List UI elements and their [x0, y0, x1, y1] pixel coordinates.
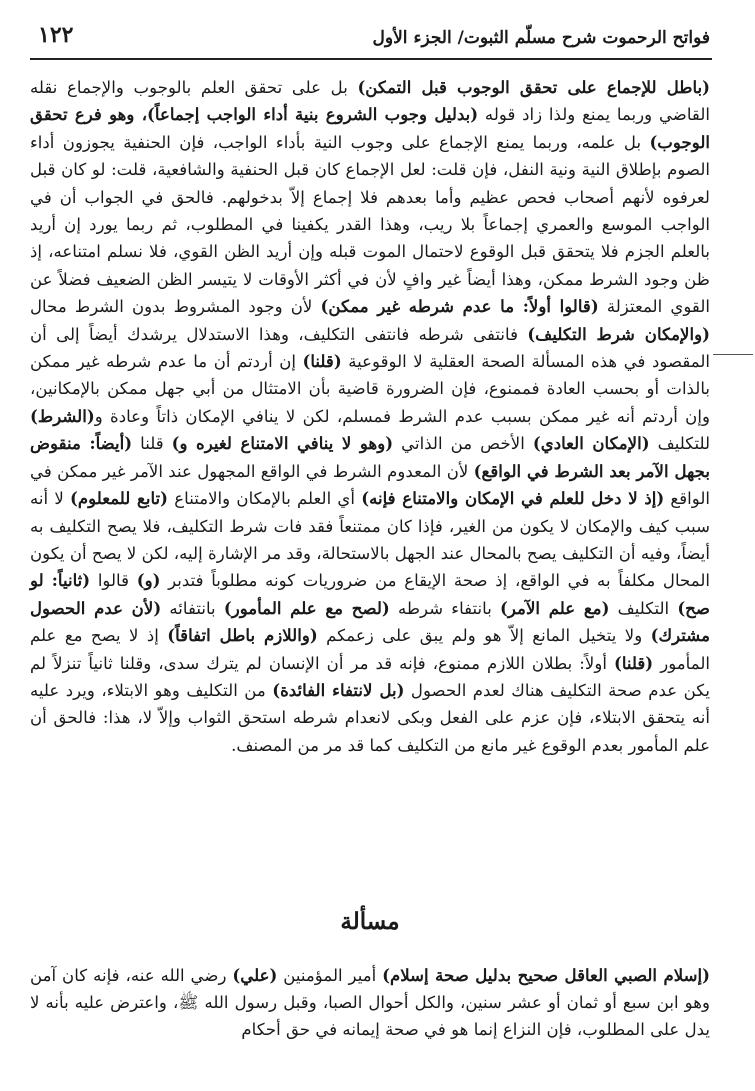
text-segment: (إذ لا دخل للعلم في الإمكان والامتناع فإنه): [361, 488, 665, 509]
main-text: [30, 74, 710, 759]
text-segment: لأن المعدوم الشرط في الواقع المجهول عند الآمر غير ممكن في الواقع: [30, 461, 711, 509]
text-segment: أي العلم بالإمكان والامتناع: [168, 489, 362, 509]
text-segment: ولا يتخيل المانع إلاّ هو ولم يبق على زعمكم: [317, 626, 651, 646]
text-segment: (بل لانتفاء الفائدة): [272, 679, 405, 700]
text-segment: (و): [136, 570, 161, 591]
text-segment: (أيضاً: منقوض بجهل الآمر بعد الشرط في الواقع): [30, 433, 710, 481]
text-segment: إن أردتم أن ما عدم شرطه غير ممكن بالذات أو بحسب العادة فممنوع، فإن الضرورة قاضية بأن الامتثال من أبي جهل ممكن بالإمكانين، وإن أردتم أنه غير ممكن بسبب عدم الشرط فمسلم، لكن لا ينافي الإمكان ذاتاً وعادة و: [30, 352, 710, 426]
text-segment: بانتفاء شرطه: [389, 598, 501, 618]
text-segment: (مع علم الآمر): [500, 597, 610, 618]
text-segment: (لأن عدم الحصول مشترك): [30, 597, 710, 646]
text-segment: فانتفى شرطه فانتفى التكليف، وهذا الاستدلال يرشدك أيضاً إلى أن المقصود في هذه المسألة الصحة العقلية لا الوقوعية: [30, 324, 710, 372]
section-text: [30, 962, 710, 1043]
text-segment: قلنا: [132, 434, 172, 454]
text-segment: أولاً: بطلان اللازم ممنوع، فإنه قد مر أن الإنسان لم يترك سدى، وقلنا ثانياً تنزلاً لم يكن عدم صحة التكليف هناك لعدم الحصول: [30, 653, 710, 700]
text-segment: (علي): [232, 965, 278, 985]
text-segment: (الشرط): [30, 405, 95, 426]
margin-mark: [713, 354, 753, 355]
text-segment: (باطل للإجماع على تحقق الوجوب قبل التمكن): [357, 77, 711, 97]
text-segment: (قلنا): [302, 351, 342, 372]
section-paragraph: [30, 962, 710, 1043]
text-segment: رضي الله عنه، فإنه كان آمن وهو ابن سبع أو ثمان أو عشر سنين، والكل أحوال الصبا، وقبل رسول الله ﷺ، واعترض عليه بأنه لا يدل على المطلوب، فإن النزاع إنما هو في صحة إيمانه في حق أحكام: [30, 966, 710, 1039]
text-segment: لا أنه سبب كيف والإمكان لا يكون من الغير، فإذا كان ممتنعاً فقد فات شرط التكليف، فلا يصح التكليف به أيضاً، وفيه أن التكليف يصح بالمحال عند الجهل بالاستحالة، وقد مر الإشارة إليه، لكن لا يصح أن يكون المحال مكلفاً به في الواقع، إذ صحة الإيقاع من ضروريات كونه مطلوباً فتدبر: [30, 489, 710, 591]
text-segment: إذ لا يصح مع علم المأمور: [30, 626, 710, 673]
text-segment: قالوا: [90, 571, 137, 591]
text-segment: (تابع للمعلوم): [70, 488, 169, 509]
text-segment: للتكليف: [649, 434, 711, 454]
text-segment: التكليف: [609, 598, 678, 618]
text-segment: (وهو لا ينافي الامتناع لغيره و): [171, 433, 394, 454]
text-segment: لأن وجود المشروط بدون الشرط محال: [30, 297, 321, 317]
page-number: ١٢٢: [38, 22, 74, 48]
running-header: [30, 22, 710, 56]
section-heading: مسألة: [340, 908, 400, 935]
text-segment: (الإمكان العادي): [532, 433, 650, 454]
text-segment: (لصح مع علم المأمور): [223, 597, 390, 618]
text-segment: (واللازم باطل اتفاقاً): [167, 625, 318, 646]
text-segment: (والإمكان شرط التكليف): [527, 323, 710, 344]
text-segment: (إسلام الصبي العاقل صحيح بدليل صحة إسلام): [382, 965, 710, 985]
text-segment: الأخص من الذاتي: [393, 434, 533, 454]
text-segment: بل علمه، وربما يمنع الإجماع على وجوب النية بأداء الواجب، فإن الحنفية يجوزون أداء الصوم بإطلاق النية ونية النفل، فإن قلت: لعل الإجماع كان قبل الحنفية والشافعية، قلت: لو كان قبل لعرفوه لأنهم أصحاب فحص عظيم وأما بعدهم فلا إجماع إلاّ بدخولهم. فالحق في الجواب أن في الواجب الموسع والعمري إجماعاً بلا ريب، وهذا القدر يكفينا في المطلوب، ثم ربما يورد إن أريد بالعلم الجزم فلا يتحقق قبل الوقوع لاحتمال الموت قبله وإن أريد الظن القوي، فلا نسلم امتناعه، إذ ظن وجود الشرط ممكن، وهذا أيضاً غير وافٍ لأن في أكثر الأوقات لا يتيسر الظن الضعيف فضلاً عن القوي المعتزلة: [30, 132, 710, 317]
text-segment: (ثانياً: لو صح): [30, 570, 710, 618]
text-segment: (قلنا): [613, 652, 654, 673]
text-segment: (قالوا أولاً: ما عدم شرطه غير ممكن): [320, 296, 599, 317]
main-paragraph: [30, 74, 710, 759]
text-segment: أمير المؤمنين: [277, 966, 383, 985]
header-divider: [30, 58, 712, 60]
header-title: فواتح الرحموت شرح مسلّم الثبوت/ الجزء الأول: [372, 28, 710, 48]
text-segment: من التكليف وهو الابتلاء، ويرد عليه أنه يتحقق الابتلاء، فإن عزم على الفعل وبكى لانعدام شرطه استحق الثواب وإلاّ لا، هذا: فالحق أن علم المأمور بعدم الوقوع غير مانع من التكليف كما قد مر من المصنف.: [30, 680, 710, 755]
text-segment: بل على تحقق العلم بالوجوب والإجماع نقله القاضي وربما يمنع ولذا زاد قوله: [30, 78, 710, 125]
text-segment: (بدليل وجوب الشروع بنية أداء الواجب إجماعاً)، وهو فرع تحقق الوجوب): [30, 104, 710, 152]
text-segment: بانتفائه: [161, 598, 224, 618]
